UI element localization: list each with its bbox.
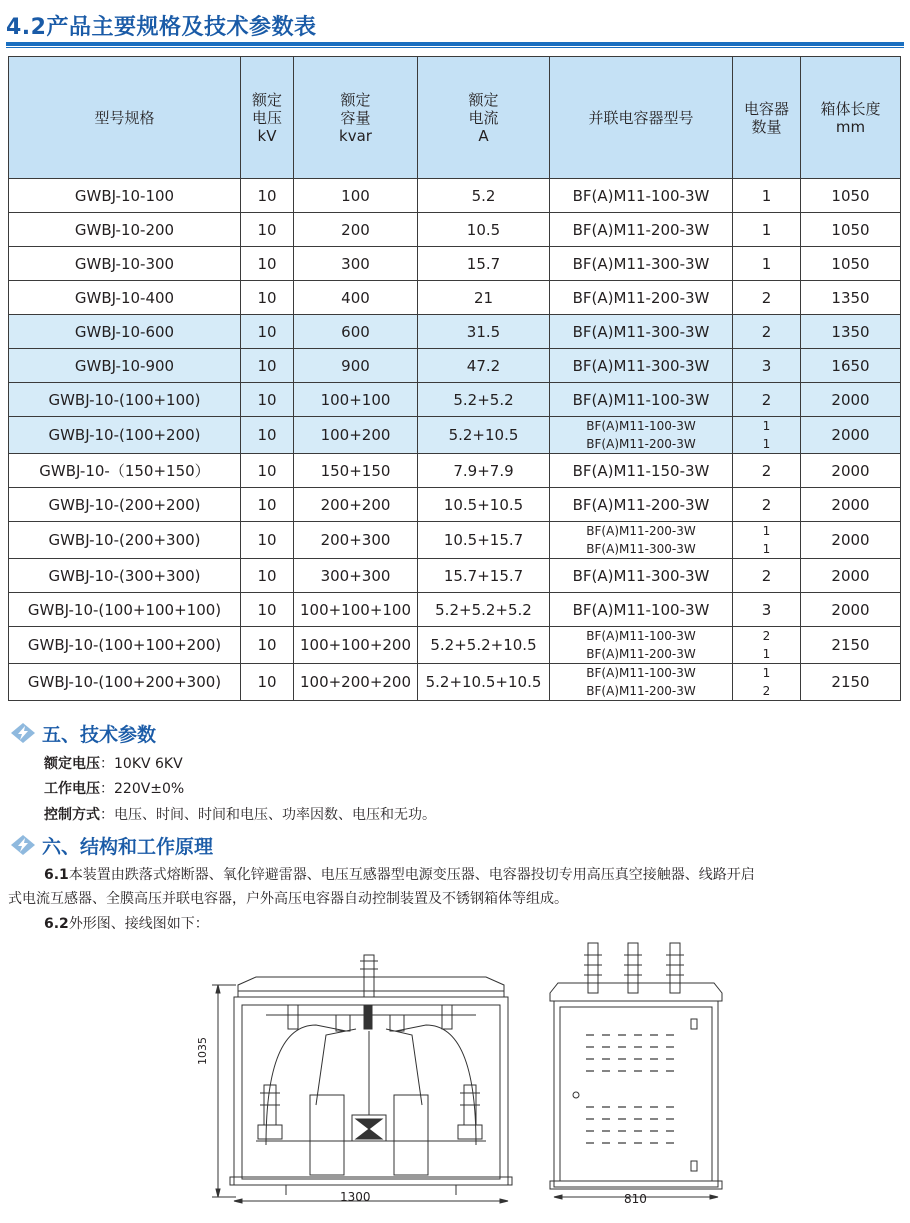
cell-capacity: 150+150 bbox=[294, 454, 418, 488]
cell-current: 21 bbox=[418, 281, 550, 315]
cell-model: GWBJ-10-(100+100) bbox=[9, 383, 241, 417]
section-5-heading: 五、技术参数 bbox=[10, 720, 156, 747]
table-row bbox=[9, 522, 901, 559]
cell-model: GWBJ-10-(300+300) bbox=[9, 559, 241, 593]
cell-capacity: 900 bbox=[294, 349, 418, 383]
cell-length: 1350 bbox=[801, 281, 901, 315]
cell-length: 1050 bbox=[801, 247, 901, 281]
cell-current: 47.2 bbox=[418, 349, 550, 383]
header-length: 箱体长度 mm bbox=[801, 57, 901, 179]
table-row bbox=[9, 664, 901, 701]
cell-voltage: 10 bbox=[241, 281, 294, 315]
cell-capacitor-model: BF(A)M11-100-3W BF(A)M11-200-3W bbox=[550, 417, 733, 454]
cell-capacity: 200+300 bbox=[294, 522, 418, 559]
table-row bbox=[9, 179, 901, 213]
cell-model: GWBJ-10-400 bbox=[9, 281, 241, 315]
cell-count: 2 bbox=[733, 488, 801, 522]
table-row bbox=[9, 627, 901, 664]
cell-current: 10.5+10.5 bbox=[418, 488, 550, 522]
cell-model: GWBJ-10-100 bbox=[9, 179, 241, 213]
cell-capacitor-model: BF(A)M11-200-3W bbox=[550, 488, 733, 522]
cell-voltage: 10 bbox=[241, 179, 294, 213]
lightning-diamond-icon bbox=[10, 722, 36, 744]
cell-current: 10.5 bbox=[418, 213, 550, 247]
cell-capacitor-model: BF(A)M11-100-3W BF(A)M11-200-3W bbox=[550, 627, 733, 664]
front-view-drawing bbox=[196, 945, 526, 1215]
cell-capacitor-model: BF(A)M11-200-3W BF(A)M11-300-3W bbox=[550, 522, 733, 559]
cell-capacity: 300 bbox=[294, 247, 418, 281]
para-6-1-line1: 6.1本装置由跌落式熔断器、氧化锌避雷器、电压互感器型电源变压器、电容器投切专用高压真空接触器、线路开启 bbox=[44, 867, 755, 883]
cell-length: 2150 bbox=[801, 627, 901, 664]
cell-capacity: 100+100+100 bbox=[294, 593, 418, 627]
cell-count: 1 bbox=[733, 213, 801, 247]
cell-voltage: 10 bbox=[241, 627, 294, 664]
cell-length: 2000 bbox=[801, 522, 901, 559]
cell-length: 2000 bbox=[801, 383, 901, 417]
side-view-drawing bbox=[546, 935, 726, 1205]
cell-current: 15.7 bbox=[418, 247, 550, 281]
page-title: 4.2产品主要规格及技术参数表 bbox=[6, 15, 317, 40]
cell-voltage: 10 bbox=[241, 454, 294, 488]
cell-current: 7.9+7.9 bbox=[418, 454, 550, 488]
cell-length: 1650 bbox=[801, 349, 901, 383]
cell-current: 5.2 bbox=[418, 179, 550, 213]
cell-current: 5.2+5.2+10.5 bbox=[418, 627, 550, 664]
cell-capacitor-model: BF(A)M11-100-3W bbox=[550, 593, 733, 627]
cell-length: 2150 bbox=[801, 664, 901, 701]
cell-voltage: 10 bbox=[241, 383, 294, 417]
cell-capacitor-model: BF(A)M11-300-3W bbox=[550, 349, 733, 383]
cell-length: 2000 bbox=[801, 454, 901, 488]
header-voltage: 额定 电压 kV bbox=[241, 57, 294, 179]
cell-current: 5.2+10.5+10.5 bbox=[418, 664, 550, 701]
cell-model: GWBJ-10-(100+100+100) bbox=[9, 593, 241, 627]
header-model: 型号规格 bbox=[9, 57, 241, 179]
section-6-heading: 六、结构和工作原理 bbox=[10, 832, 213, 859]
cell-model: GWBJ-10-200 bbox=[9, 213, 241, 247]
para-6-1-line2: 式电流互感器、全膜高压并联电容器，户外高压电容器自动控制装置及不锈钢箱体等组成。 bbox=[8, 891, 568, 907]
cell-length: 1050 bbox=[801, 179, 901, 213]
lightning-diamond-icon bbox=[10, 834, 36, 856]
table-row bbox=[9, 349, 901, 383]
cell-capacitor-model: BF(A)M11-200-3W bbox=[550, 213, 733, 247]
cell-voltage: 10 bbox=[241, 315, 294, 349]
cell-current: 10.5+15.7 bbox=[418, 522, 550, 559]
table-row bbox=[9, 383, 901, 417]
dim-height: 1035 bbox=[196, 1037, 209, 1065]
cell-capacitor-model: BF(A)M11-300-3W bbox=[550, 559, 733, 593]
cell-length: 2000 bbox=[801, 559, 901, 593]
spec-rated-voltage: 额定电压：10KV 6KV bbox=[44, 756, 183, 772]
cell-count: 1 1 bbox=[733, 522, 801, 559]
dim-width-side: 810 bbox=[624, 1192, 647, 1206]
cell-capacity: 100 bbox=[294, 179, 418, 213]
cell-capacitor-model: BF(A)M11-200-3W bbox=[550, 281, 733, 315]
cell-voltage: 10 bbox=[241, 488, 294, 522]
cell-voltage: 10 bbox=[241, 593, 294, 627]
cell-voltage: 10 bbox=[241, 559, 294, 593]
cell-voltage: 10 bbox=[241, 349, 294, 383]
cell-capacitor-model: BF(A)M11-100-3W bbox=[550, 383, 733, 417]
cell-length: 2000 bbox=[801, 488, 901, 522]
cell-length: 2000 bbox=[801, 593, 901, 627]
table-row bbox=[9, 247, 901, 281]
cell-count: 3 bbox=[733, 593, 801, 627]
table-row bbox=[9, 488, 901, 522]
cell-model: GWBJ-10-(200+200) bbox=[9, 488, 241, 522]
table-row bbox=[9, 417, 901, 454]
cell-count: 3 bbox=[733, 349, 801, 383]
cell-current: 5.2+5.2+5.2 bbox=[418, 593, 550, 627]
dim-width-front: 1300 bbox=[340, 1190, 371, 1204]
cell-count: 1 bbox=[733, 179, 801, 213]
header-current: 额定 电流 A bbox=[418, 57, 550, 179]
table-row bbox=[9, 315, 901, 349]
cell-model: GWBJ-10-(100+100+200) bbox=[9, 627, 241, 664]
spec-table bbox=[8, 56, 901, 701]
cell-count: 1 bbox=[733, 247, 801, 281]
cell-count: 2 bbox=[733, 281, 801, 315]
cell-model: GWBJ-10-（150+150） bbox=[9, 454, 241, 488]
table-row bbox=[9, 213, 901, 247]
cell-model: GWBJ-10-(200+300) bbox=[9, 522, 241, 559]
header-capacitor-model: 并联电容器型号 bbox=[550, 57, 733, 179]
title-rule bbox=[6, 42, 904, 46]
cell-voltage: 10 bbox=[241, 213, 294, 247]
cell-count: 1 1 bbox=[733, 417, 801, 454]
cell-count: 2 bbox=[733, 383, 801, 417]
para-6-2: 6.2外形图、接线图如下： bbox=[44, 916, 209, 932]
cell-count: 2 bbox=[733, 454, 801, 488]
cell-model: GWBJ-10-300 bbox=[9, 247, 241, 281]
table-row bbox=[9, 559, 901, 593]
cell-capacity: 200 bbox=[294, 213, 418, 247]
cell-capacity: 600 bbox=[294, 315, 418, 349]
title-rule-thin bbox=[6, 47, 904, 48]
cell-current: 31.5 bbox=[418, 315, 550, 349]
cell-model: GWBJ-10-(100+200) bbox=[9, 417, 241, 454]
cell-capacitor-model: BF(A)M11-100-3W bbox=[550, 179, 733, 213]
cell-capacitor-model: BF(A)M11-300-3W bbox=[550, 315, 733, 349]
cell-capacitor-model: BF(A)M11-100-3W BF(A)M11-200-3W bbox=[550, 664, 733, 701]
cell-current: 5.2+5.2 bbox=[418, 383, 550, 417]
cell-voltage: 10 bbox=[241, 247, 294, 281]
cell-capacitor-model: BF(A)M11-300-3W bbox=[550, 247, 733, 281]
table-row bbox=[9, 454, 901, 488]
header-count: 电容器 数量 bbox=[733, 57, 801, 179]
spec-control-mode: 控制方式：电压、时间、时间和电压、功率因数、电压和无功。 bbox=[44, 807, 436, 823]
cell-capacity: 300+300 bbox=[294, 559, 418, 593]
cell-capacity: 100+100+200 bbox=[294, 627, 418, 664]
cell-capacitor-model: BF(A)M11-150-3W bbox=[550, 454, 733, 488]
cell-length: 2000 bbox=[801, 417, 901, 454]
cell-voltage: 10 bbox=[241, 664, 294, 701]
cell-voltage: 10 bbox=[241, 522, 294, 559]
cell-current: 5.2+10.5 bbox=[418, 417, 550, 454]
cell-capacity: 200+200 bbox=[294, 488, 418, 522]
cell-length: 1350 bbox=[801, 315, 901, 349]
cell-voltage: 10 bbox=[241, 417, 294, 454]
cell-length: 1050 bbox=[801, 213, 901, 247]
cell-count: 2 bbox=[733, 315, 801, 349]
cell-capacity: 400 bbox=[294, 281, 418, 315]
table-row bbox=[9, 281, 901, 315]
cell-current: 15.7+15.7 bbox=[418, 559, 550, 593]
cell-count: 2 1 bbox=[733, 627, 801, 664]
header-capacity: 额定 容量 kvar bbox=[294, 57, 418, 179]
cell-capacity: 100+100 bbox=[294, 383, 418, 417]
cell-model: GWBJ-10-(100+200+300) bbox=[9, 664, 241, 701]
cell-capacity: 100+200 bbox=[294, 417, 418, 454]
spec-working-voltage: 工作电压：220V±0% bbox=[44, 781, 185, 797]
cell-count: 2 bbox=[733, 559, 801, 593]
cell-count: 1 2 bbox=[733, 664, 801, 701]
table-row bbox=[9, 593, 901, 627]
cell-model: GWBJ-10-600 bbox=[9, 315, 241, 349]
cell-model: GWBJ-10-900 bbox=[9, 349, 241, 383]
table-header-row bbox=[9, 57, 901, 179]
cell-capacity: 100+200+200 bbox=[294, 664, 418, 701]
